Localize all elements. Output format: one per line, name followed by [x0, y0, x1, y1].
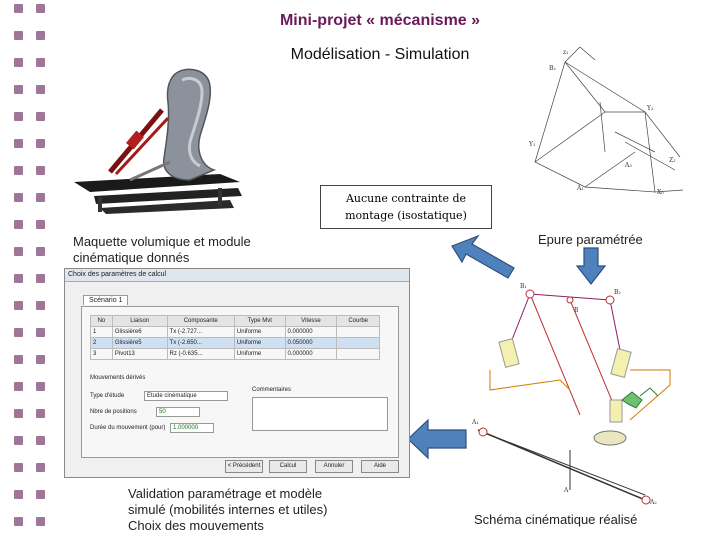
decorative-dot — [14, 4, 23, 13]
svg-text:A₃: A₃ — [625, 162, 632, 169]
decorative-dot — [14, 139, 23, 148]
decorative-dot — [36, 220, 45, 229]
validation-caption-line-3: Choix des mouvements — [128, 518, 264, 533]
col-courbe: Courbe — [337, 316, 380, 327]
decorative-dot — [36, 58, 45, 67]
compute-button[interactable]: Calcul — [269, 460, 307, 473]
col-liaison: Liaison — [112, 316, 167, 327]
svg-text:A₁: A₁ — [577, 185, 584, 192]
table-header-row — [91, 316, 380, 327]
svg-text:B₁: B₁ — [520, 283, 527, 290]
decorative-dot — [14, 85, 23, 94]
validation-caption — [128, 486, 327, 534]
kinematic-schema-diagram — [470, 270, 692, 512]
cell: 0.000000 — [285, 327, 337, 338]
decorative-dot — [14, 193, 23, 202]
epure-caption: Epure paramétrée — [538, 232, 643, 247]
svg-text:B₂: B₂ — [614, 289, 621, 296]
cell: Rz (-0.635... — [167, 349, 234, 360]
svg-text:Y₁: Y₁ — [529, 141, 536, 148]
decorative-dot — [36, 490, 45, 499]
derived-motions-label: Mouvements dérivés — [90, 375, 146, 381]
col-no: No — [91, 316, 113, 327]
decorative-dot — [14, 301, 23, 310]
validation-caption-line-2: simulé (mobilités internes et utiles) — [128, 502, 328, 517]
decorative-dot — [36, 4, 45, 13]
decorative-dot — [36, 247, 45, 256]
decorative-dot — [14, 58, 23, 67]
decorative-dot — [14, 463, 23, 472]
page-subtitle: Modélisation - Simulation — [290, 46, 470, 63]
decorative-dot — [14, 490, 23, 499]
cell: Uniforme — [234, 327, 285, 338]
col-vitesse: Vitesse — [285, 316, 337, 327]
svg-text:Z₂: Z₂ — [669, 157, 676, 164]
decorative-dot — [14, 355, 23, 364]
model-caption-line-2: cinématique donnés — [73, 250, 190, 265]
schema-caption: Schéma cinématique réalisé — [474, 512, 638, 527]
decorative-dot — [36, 31, 45, 40]
cell: 0.050000 — [285, 338, 337, 349]
table-row[interactable] — [91, 327, 380, 338]
decorative-dot — [36, 166, 45, 175]
cell: Glissière6 — [112, 327, 167, 338]
col-composante: Composante — [167, 316, 234, 327]
dialog-title: Choix des paramètres de calcul — [65, 269, 409, 282]
duration-label: Durée du mouvement (pour) — [90, 425, 166, 431]
cell: Glissière5 — [112, 338, 167, 349]
decorative-dot — [36, 355, 45, 364]
comments-label: Commentaires — [252, 387, 292, 393]
previous-button[interactable]: < Précédent — [225, 460, 263, 473]
decorative-dot — [14, 382, 23, 391]
decorative-dot — [36, 463, 45, 472]
decorative-dot — [14, 274, 23, 283]
svg-text:z₁: z₁ — [563, 49, 569, 56]
validation-caption-line-1: Validation paramétrage et modèle — [128, 486, 323, 501]
decorative-dot — [14, 220, 23, 229]
cell: Tx (-2.727... — [167, 327, 234, 338]
decorative-dot — [36, 436, 45, 445]
decorative-dot — [36, 193, 45, 202]
svg-text:B: B — [574, 307, 579, 314]
positions-label: Nbre de positions — [90, 409, 137, 415]
note-line-2: montage (isostatique) — [345, 209, 467, 222]
table-row[interactable] — [91, 338, 380, 349]
col-type: Type Mvt — [234, 316, 285, 327]
model-caption — [73, 234, 251, 266]
chair-3d-model-image — [70, 62, 248, 230]
decorative-dot — [36, 382, 45, 391]
svg-text:A: A — [564, 487, 569, 494]
cell: Uniforme — [234, 338, 285, 349]
decorative-dot — [14, 409, 23, 418]
study-type-select[interactable]: Etude cinématique — [144, 391, 228, 401]
decorative-dot — [36, 517, 45, 526]
decorative-dot-column — [0, 0, 52, 540]
cell: 2 — [91, 338, 113, 349]
cell: Uniforme — [234, 349, 285, 360]
cell: Pivot13 — [112, 349, 167, 360]
parametric-epure-diagram — [505, 42, 690, 222]
svg-text:X₀: X₀ — [657, 189, 664, 196]
decorative-dot — [14, 112, 23, 121]
cell: 0.000000 — [285, 349, 337, 360]
decorative-dot — [14, 166, 23, 175]
decorative-dot — [36, 301, 45, 310]
decorative-dot — [14, 247, 23, 256]
tab-scenario-1[interactable]: Scénario 1 — [83, 295, 128, 305]
isostatic-note-box — [320, 185, 492, 229]
note-line-1: Aucune contrainte de — [345, 192, 467, 205]
cancel-button[interactable]: Annuler — [315, 460, 353, 473]
duration-input[interactable]: 1.000000 — [170, 423, 214, 433]
cell — [337, 327, 380, 338]
decorative-dot — [36, 85, 45, 94]
decorative-dot — [14, 328, 23, 337]
cell: 3 — [91, 349, 113, 360]
decorative-dot — [36, 409, 45, 418]
cell: Tx (-2.650... — [167, 338, 234, 349]
decorative-dot — [36, 112, 45, 121]
scenario-panel — [81, 306, 399, 458]
model-caption-line-1: Maquette volumique et module — [73, 234, 251, 249]
svg-text:Y₂: Y₂ — [647, 105, 654, 112]
motion-table — [90, 315, 380, 360]
decorative-dot — [36, 328, 45, 337]
decorative-dot — [14, 31, 23, 40]
decorative-dot — [36, 274, 45, 283]
comments-field[interactable] — [252, 397, 388, 431]
svg-text:A₂: A₂ — [650, 499, 657, 506]
positions-input[interactable]: 50 — [156, 407, 200, 417]
cell: 1 — [91, 327, 113, 338]
cell — [337, 338, 380, 349]
svg-text:A₁: A₁ — [472, 419, 479, 426]
decorative-dot — [14, 517, 23, 526]
cell — [337, 349, 380, 360]
arrow-left-icon — [406, 416, 468, 462]
table-row[interactable] — [91, 349, 380, 360]
help-button[interactable]: Aide — [361, 460, 399, 473]
study-type-label: Type d'étude — [90, 393, 125, 399]
decorative-dot — [36, 139, 45, 148]
decorative-dot — [14, 436, 23, 445]
svg-text:B₂: B₂ — [549, 65, 556, 72]
page-title: Mini-projet « mécanisme » — [279, 12, 481, 29]
calculation-settings-dialog — [64, 268, 410, 478]
